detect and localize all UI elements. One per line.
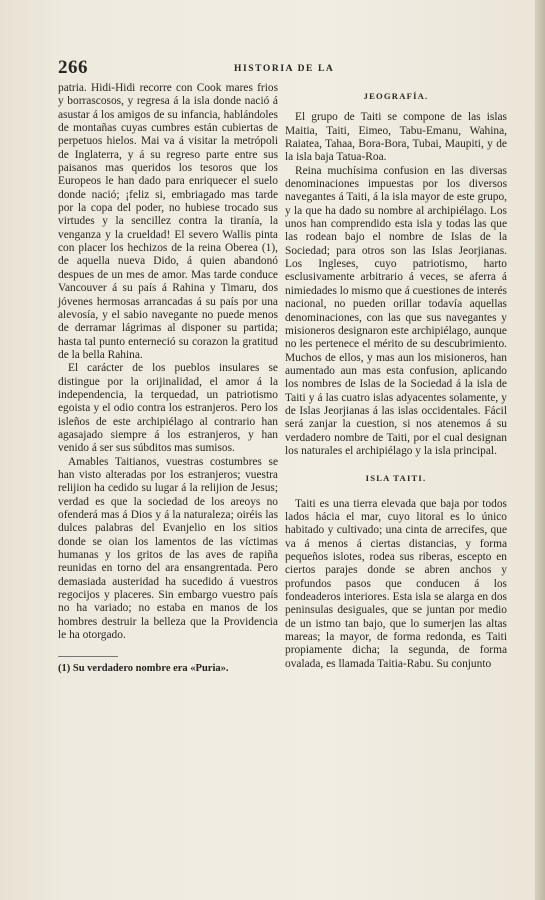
body-paragraph: El carácter de los pueblos insulares se distingue por la orijinalidad, el amor á la independencia, la terquedad, un patriotismo egoista y el odio contra los estranjeros. Pero los isleños de este archipiélago al contrario han agasajado siempre á los estranjeros, y han venido á ser sus súbditos mas sumisos.: [58, 362, 278, 455]
footnote-divider: [58, 656, 118, 657]
page-header: [58, 57, 521, 79]
body-paragraph: patria. Hidi-Hidi recorre con Cook mares frios y borrascosos, y regresa á la isla donde nació á asustar á los amigos de su infancia, hablándoles de montañas cuyas cumbres están cubiertas de perpetuos hielos. Mai va á visitar la metrópoli de Inglaterra, y á su regreso parte entre sus paisanos mas queridos los tesoros que los Europeos le han dado para enriquecer el suelo donde nació; ¡feliz si, embriagado mas tarde por la copa del poder, no hubiese trocado sus virtudes y la sencillez contra la tiranía, la venganza y la crueldad! El severo Wallis pinta con placer los hechizos de la reina Oberea (1), de aquella nueva Dido, á quien abandonó despues de un mes de amor. Mas tarde conduce Vancouver á su país á Rahina y Timaru, dos jóvenes hermosas arrancadas á su país por una alevosía, y el sabio navegante no puede menos de derramar lágrimas al disponer su partida; hasta tal punto enterneció su corazon la gratitud de la bella Rahina.: [58, 82, 278, 361]
footnote: (1) Su verdadero nombre era «Puria».: [58, 663, 229, 675]
section-heading: JEOGRAFÍA.: [363, 91, 429, 101]
right-column: [285, 90, 507, 671]
subsection-heading: ISLA TAITI.: [365, 473, 427, 484]
body-paragraph: El grupo de Taiti se compone de las islas Maitia, Taiti, Eimeo, Tabu-Emanu, Wahina, Raiatea, Tahaa, Bora-Bora, Tubai, Maupiti, y de la isla baja Tatua-Roa.: [285, 111, 507, 164]
running-title: HISTORIA DE LA: [234, 64, 335, 74]
page-edge: [535, 0, 545, 900]
body-paragraph: Taiti es una tierra elevada que baja por todos lados hácia el mar, cuyo litoral es lo único habitado y cultivado; una cinta de arrecifes, que va á menos á ciertas distancias, y forma pequeños islotes, rodea sus riberas, escepto en ciertos parajes donde se abren anchos y profundos pasos que conducen á los fondeaderos interiores. Esta isla se alarga en dos peninsulas desiguales, que se juntan por medio de un istmo tan bajo, que lo sumerjen las altas mareas; la mayor, de forma redonda, es Taiti propiamente dicha; la segunda, de forma ovalada, es llamada Taitia-Rabu. Su conjunto: [285, 497, 507, 670]
body-paragraph: Amables Taitianos, vuestras costumbres se han visto alteradas por los estranjeros; vuestra relijion ha cedido su lugar á la relijion de Jesus; verdad es que la sociedad de los areoys no ofenderá mas á Dios y á la naturaleza; oiréis las dulces palabras del Evanjelio en los sitios donde se oian los lamentos de las víctimas humanas y los gritos de las aves de rapiña reunidas en torno del ara ensangrentada. Pero demasiada austeridad ha sucedido á vuestros regocijos y placeres. Sin embargo vuestro país no ha variado; no estaba en manos de los hombres destruir la belleza que la Providencia le ha otorgado.: [58, 455, 278, 642]
left-column: [58, 82, 278, 675]
body-paragraph: Reina muchísima confusion en las diversas denominaciones impuestas por los diversos navegantes á Taiti, á la isla mayor de este grupo, y la que ha dado su nombre al archipiélago. Los unos han comprendido esta isla y todas las que las rodean bajo el nombre de Islas de la Sociedad; para otros son las Islas Jeorjianas. Los Ingleses, cuyo patriotismo, harto esclusivamente arbitrario á veces, se aferra á nimiedades lo mismo que á cuestiones de interés nacional, no pueden orillar todavía aquellas denominaciones, con las que sus navegantes y misioneros designaron este archipiélago, aunque no les pertenece el mérito de su descubrimiento. Muchos de ellos, y mas aun los misioneros, han aumentado aun mas esta confusion, aplicando los nombres de Islas de la Sociedad á la isla de Taiti y á las cuatro islas adyacentes solamente, y de Islas Jeorjianas á las islas occidentales. Fácil será zanjar la cuestion, si nos atenemos á su verdadero nombre de Taiti, por el cual designan los naturales el archipiélago y la isla principal.: [285, 164, 507, 457]
page-number: 266: [58, 57, 88, 78]
